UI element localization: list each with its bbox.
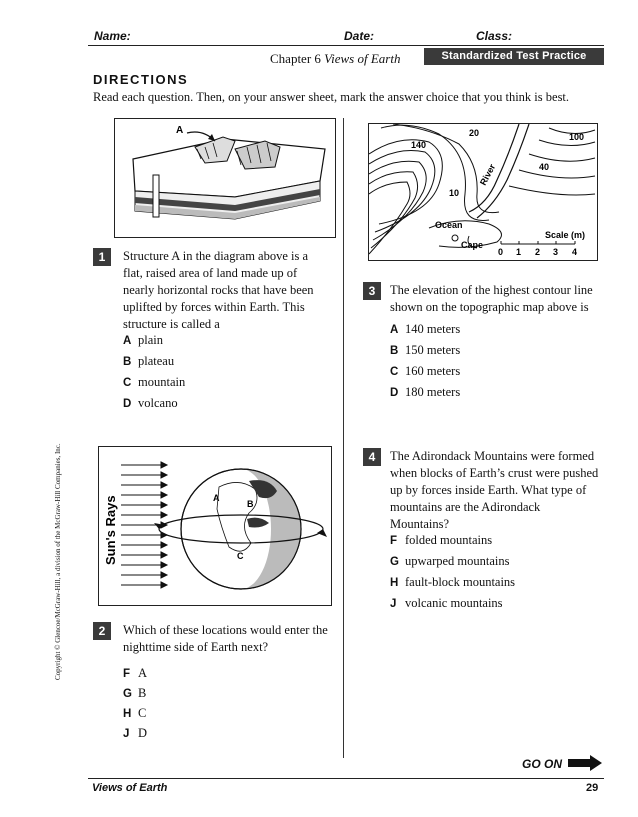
topographic-map (368, 123, 598, 261)
q4-option-h[interactable]: H fault-block mountains (390, 575, 516, 589)
question-2-text: Which of these locations would enter the nighttime side of Earth next? (123, 623, 328, 654)
chapter-title: Chapter 6 Views of Earth (270, 51, 401, 66)
copyright-notice: Copyright © Glencoe/McGraw-Hill, a division of the McGraw-Hill Companies, Inc. (54, 443, 62, 680)
question-4-number: 4 (363, 448, 381, 466)
contour-label-100: 100 (569, 132, 585, 142)
q4-option-g[interactable]: G upwarped mountains (390, 554, 510, 568)
question-1-text: Structure A in the diagram above is a flat, raised area of land made up of nearly horizontal rocks that have been uplifted by forces within Earth. This structure is called a (123, 249, 314, 331)
go-on-arrow-icon (568, 755, 602, 771)
plateau-illustration (115, 119, 335, 237)
question-3-text: The elevation of the highest contour line shown on the topographic map above is (390, 283, 593, 314)
q2-option-j[interactable]: J D (123, 726, 148, 740)
scale-title: Scale (m) (545, 230, 586, 240)
scale-tick-3: 3 (553, 247, 559, 257)
contour-label-20: 20 (469, 128, 480, 138)
plateau-diagram (114, 118, 336, 238)
question-1-number: 1 (93, 248, 111, 266)
page-number: 29 (586, 782, 599, 794)
ocean-label: Ocean (435, 220, 463, 230)
cape-label: Cape (461, 240, 484, 250)
directions-title: DIRECTIONS (93, 72, 189, 87)
q2-option-g[interactable]: G B (123, 686, 147, 700)
topo-illustration (369, 124, 597, 260)
q3-option-c[interactable]: C 160 meters (390, 364, 461, 378)
contour-label-40: 40 (539, 162, 550, 172)
q1-option-c[interactable]: C mountain (123, 375, 186, 389)
contour-label-10: 10 (449, 188, 460, 198)
q1-option-d[interactable]: D volcano (123, 396, 178, 410)
class-label: Class: (476, 29, 513, 43)
q3-option-a[interactable]: A 140 meters (390, 322, 461, 336)
earth-rotation-diagram (98, 446, 332, 606)
q2-option-h[interactable]: H C (123, 706, 147, 720)
date-label: Date: (344, 29, 375, 43)
earth-illustration (99, 447, 331, 605)
suns-rays-label: Sun's Rays (103, 495, 118, 565)
q3-option-d[interactable]: D 180 meters (390, 385, 461, 399)
directions-text: Read each question. Then, on your answer sheet, mark the answer choice that you think is best. (93, 90, 570, 104)
footer-rule (88, 778, 604, 779)
question-3-number: 3 (363, 282, 381, 300)
q2-option-f[interactable]: F A (123, 666, 148, 680)
scale-tick-2: 2 (535, 247, 541, 257)
plateau-label-a: A (176, 125, 184, 136)
section-tag: Standardized Test Practice (424, 48, 604, 65)
question-4-text: The Adirondack Mountains were formed when blocks of Earth’s crust were pushed up by forces inside Earth. What type of mountains are the Adirondack Mountains? (390, 449, 599, 531)
q3-option-b[interactable]: B 150 meters (390, 343, 461, 357)
go-on-label: GO ON (522, 757, 563, 771)
contour-label-140: 140 (411, 140, 427, 150)
q1-option-b[interactable]: B plateau (123, 354, 175, 368)
q1-option-a[interactable]: A plain (123, 333, 163, 347)
header-rule (88, 45, 604, 46)
name-label: Name: (94, 29, 131, 43)
q4-option-j[interactable]: J volcanic mountains (390, 596, 503, 610)
scale-tick-4: 4 (572, 247, 578, 257)
river-label: River (477, 162, 498, 187)
footer-title: Views of Earth (92, 782, 168, 794)
earth-label-b: B (247, 499, 254, 509)
scale-tick-0: 0 (498, 247, 504, 257)
column-divider (343, 118, 344, 758)
question-2-number: 2 (93, 622, 111, 640)
earth-label-a: A (213, 493, 220, 503)
earth-label-c: C (237, 551, 244, 561)
q4-option-f[interactable]: F folded mountains (390, 533, 493, 547)
scale-tick-1: 1 (516, 247, 522, 257)
